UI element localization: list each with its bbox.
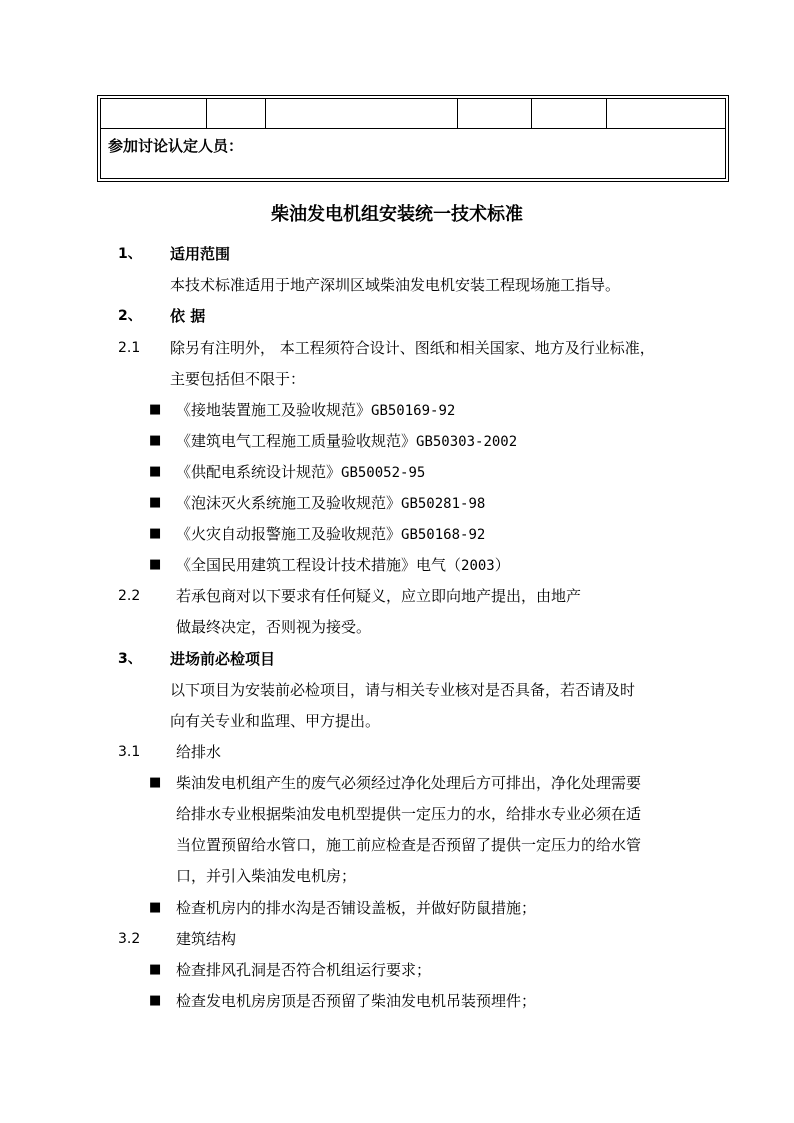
- paragraph: 做最终决定，否则视为接受。: [176, 618, 372, 636]
- standard-code: GB50168-92: [401, 527, 486, 543]
- standard-name: 《全国民用建筑工程设计技术措施》电气（: [176, 556, 462, 574]
- bullet-icon: ■: [149, 557, 162, 572]
- section-heading: 进场前必检项目: [170, 650, 276, 668]
- table-cell[interactable]: [607, 99, 723, 128]
- bullet-icon: ■: [149, 433, 162, 448]
- table-cell[interactable]: [266, 99, 457, 128]
- section-heading: 适用范围: [170, 245, 231, 263]
- sign-off-table-inner: [100, 98, 726, 179]
- bullet-icon: ■: [149, 495, 162, 510]
- standard-code: GB50303-2002: [416, 434, 518, 450]
- paragraph: 若承包商对以下要求有任何疑义，应立即向地产提出，由地产: [176, 587, 582, 605]
- paragraph: 除另有注明外， 本工程须符合设计、图纸和相关国家、地方及行业标准，: [170, 339, 655, 357]
- subsection-heading: 给排水: [176, 743, 222, 761]
- standard-code: GB50052-95: [341, 465, 426, 481]
- bullet-icon: ■: [149, 464, 162, 479]
- paragraph: 当位置预留给水管口，施工前应检查是否预留了提供一定压力的给水管: [176, 836, 642, 854]
- document-title: 柴油发电机组安装统一技术标准: [271, 204, 523, 225]
- bullet-icon: ■: [149, 526, 162, 541]
- standard-code: GB50281-98: [401, 496, 486, 512]
- standard-item: [176, 524, 485, 545]
- paragraph: 口，并引入柴油发电机房；: [176, 867, 357, 885]
- subsection-number: 2.1: [118, 340, 141, 356]
- subsection-heading: 建筑结构: [176, 930, 237, 948]
- paragraph: 柴油发电机组产生的废气必须经过净化处理后方可排出，净化处理需要: [176, 774, 642, 792]
- paragraph: 本技术标准适用于地产深圳区域柴油发电机安装工程现场施工指导。: [170, 276, 621, 294]
- section-number: 3、: [118, 651, 142, 667]
- standard-suffix: ）: [494, 556, 510, 574]
- section-number: 2、: [118, 308, 142, 324]
- standard-code: GB50169-92: [371, 403, 456, 419]
- subsection-number: 2.2: [118, 588, 141, 604]
- bullet-icon: ■: [149, 402, 162, 417]
- table-cell[interactable]: [101, 99, 206, 128]
- bullet-icon: ■: [149, 900, 162, 915]
- standard-name: 《火灾自动报警施工及验收规范》: [176, 525, 402, 543]
- paragraph: 主要包括但不限于：: [170, 370, 306, 388]
- section-number: 1、: [118, 246, 142, 262]
- standard-name: 《泡沫灭火系统施工及验收规范》: [176, 494, 402, 512]
- subsection-number: 3.2: [118, 931, 141, 947]
- bullet-icon: ■: [149, 775, 162, 790]
- table-cell[interactable]: [532, 99, 606, 128]
- bullet-icon: ■: [149, 962, 162, 977]
- table-cell[interactable]: [207, 99, 265, 128]
- standard-item: [176, 431, 517, 452]
- standard-code: 2003: [461, 558, 495, 574]
- standard-item: [176, 462, 425, 483]
- paragraph: 以下项目为安装前必检项目，请与相关专业核对是否具备，若否请及时: [170, 681, 636, 699]
- standard-item: [176, 555, 510, 576]
- section-heading: 依 据: [170, 307, 206, 325]
- paragraph: 给排水专业根据柴油发电机型提供一定压力的水，给排水专业必须在适: [176, 805, 642, 823]
- table-row: [101, 99, 725, 129]
- discussion-participants-label: 参加讨论认定人员：: [108, 137, 244, 155]
- paragraph: 检查机房内的排水沟是否铺设盖板，并做好防鼠措施；: [176, 899, 537, 917]
- paragraph: 检查发电机房房顶是否预留了柴油发电机吊装预埋件；: [176, 992, 537, 1010]
- standard-item: [176, 400, 455, 421]
- standard-name: 《供配电系统设计规范》: [176, 463, 342, 481]
- standard-item: [176, 493, 485, 514]
- sign-off-table: [97, 95, 729, 182]
- bullet-icon: ■: [149, 993, 162, 1008]
- subsection-number: 3.1: [118, 744, 141, 760]
- standard-name: 《建筑电气工程施工质量验收规范》: [176, 432, 417, 450]
- paragraph: 向有关专业和监理、甲方提出。: [170, 712, 381, 730]
- paragraph: 检查排风孔洞是否符合机组运行要求；: [176, 961, 432, 979]
- table-cell[interactable]: [458, 99, 531, 128]
- standard-name: 《接地装置施工及验收规范》: [176, 401, 372, 419]
